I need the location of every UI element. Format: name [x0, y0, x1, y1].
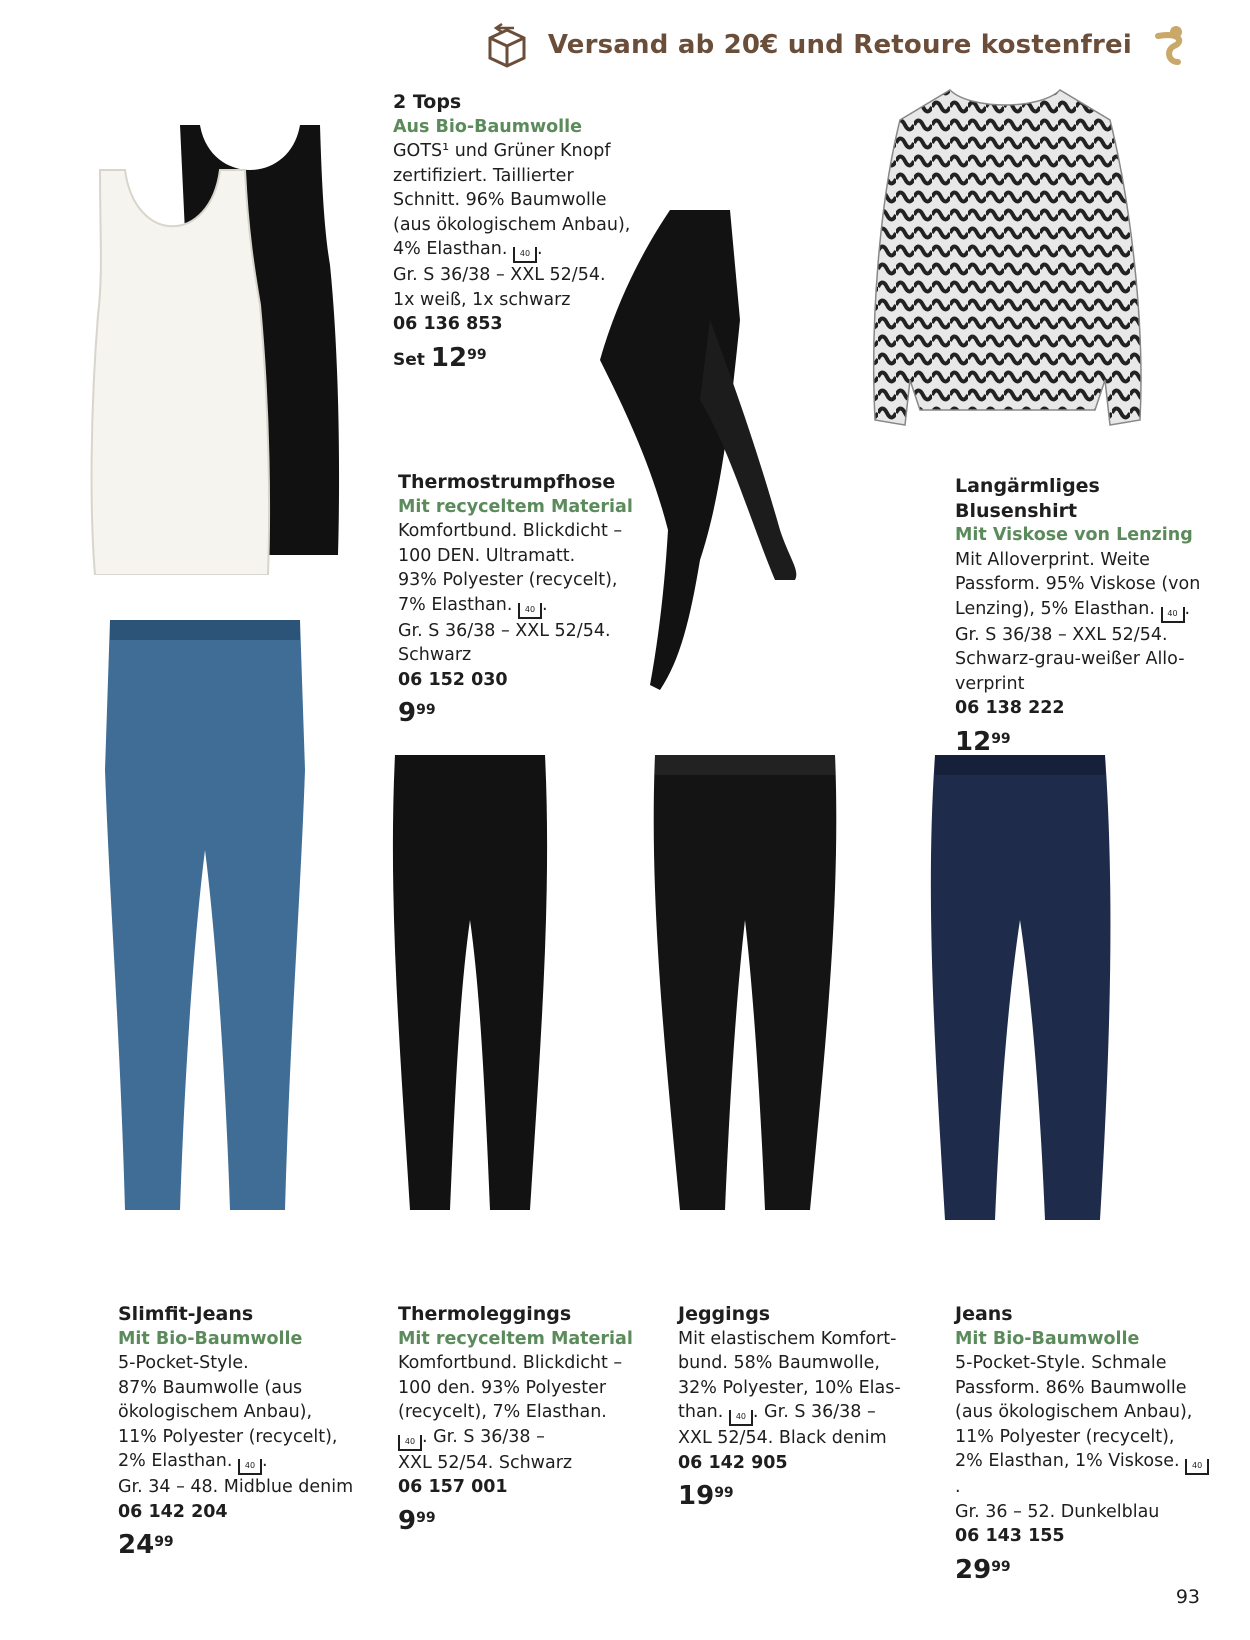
- article-number: 06 142 905: [678, 1452, 788, 1473]
- article-number: 06 157 001: [398, 1477, 508, 1497]
- wash-40-icon: 40: [518, 603, 542, 619]
- jeans-image: [920, 750, 1120, 1230]
- shipping-banner: [484, 22, 1190, 68]
- product-title: Slimfit-Jeans: [118, 1303, 254, 1325]
- blouse-image: [860, 80, 1150, 440]
- jeggings-image: [645, 750, 845, 1220]
- thermoleggings-image: [380, 750, 560, 1220]
- wash-40-icon: 40: [729, 1410, 753, 1426]
- product-description: Mit elastischem Komfort- bund. 58% Baumwolle, 32% Polyester, 10% Elas- than. 40 . Gr. S 36/38 – XXL 52/54. Black denim: [678, 1328, 901, 1448]
- package-icon: [484, 22, 530, 68]
- product-subtitle: Aus Bio-Baumwolle: [393, 116, 583, 137]
- slimfit-jeans-image: [100, 610, 310, 1230]
- price: $9^{99}$: [398, 697, 436, 728]
- product-blouse: [955, 474, 1205, 757]
- product-jeans: [955, 1302, 1210, 1585]
- wash-40-icon: 40: [1161, 607, 1185, 623]
- product-subtitle: Mit Bio-Baumwolle: [118, 1328, 303, 1349]
- price: $24^{99}$: [118, 1529, 174, 1560]
- product-title: Thermostrumpfhose: [398, 471, 616, 493]
- product-description: Komfortbund. Blickdicht – 100 DEN. Ultramatt. 93% Polyester (recycelt), 7% Elasthan. 40 . Gr. S 36/38 – XXL 52/54. Schwarz: [398, 521, 623, 665]
- product-subtitle: Mit recyceltem Material: [398, 496, 633, 517]
- page-number: 93: [1175, 1586, 1200, 1608]
- article-number: 06 136 853: [393, 314, 503, 334]
- product-jeggings: [678, 1302, 908, 1511]
- product-tops: [393, 90, 633, 373]
- product-title: Jeggings: [678, 1303, 771, 1325]
- wash-40-icon: 40: [398, 1435, 422, 1451]
- product-subtitle: Mit Viskose von Lenzing: [955, 525, 1193, 545]
- tops-image: [70, 115, 370, 575]
- article-number: 06 152 030: [398, 669, 508, 690]
- product-description: GOTS¹ und Grüner Knopf zertifiziert. Taillierter Schnitt. 96% Baumwolle (aus ökologischem Anbau), 4% Elasthan. 40 . Gr. S 36/38 – XXL 52/54. 1x weiß, 1x schwarz: [393, 141, 631, 310]
- product-description: Mit Alloverprint. Weite Passform. 95% Viskose (von Lenzing), 5% Elasthan. 40 . Gr. S 36/38 – XXL 52/54. Schwarz-grau-weißer Allo- verprint: [955, 549, 1201, 694]
- product-thermoleggings: [398, 1302, 648, 1536]
- tchibo-logo-icon: [1150, 22, 1190, 68]
- wash-40-icon: 40: [1185, 1459, 1209, 1475]
- banner-text: Versand ab 20€ und Retoure kostenfrei: [547, 30, 1132, 60]
- wash-40-icon: 40: [513, 247, 537, 263]
- product-slimfit-jeans: [118, 1302, 358, 1560]
- product-title: Jeans: [955, 1303, 1013, 1325]
- product-title: Thermoleggings: [398, 1303, 572, 1325]
- product-subtitle: Mit Bio-Baumwolle: [955, 1328, 1140, 1349]
- price: $29^{99}$: [955, 1554, 1011, 1585]
- price: $12^{99}$: [955, 726, 1011, 757]
- article-number: 06 142 204: [118, 1501, 228, 1522]
- price: $19^{99}$: [678, 1480, 734, 1511]
- article-number: 06 138 222: [955, 698, 1065, 718]
- product-tights: [398, 470, 643, 728]
- product-description: Komfortbund. Blickdicht – 100 den. 93% Polyester (recycelt), 7% Elasthan. 40 . Gr. S 36/38 – XXL 52/54. Schwarz: [398, 1353, 623, 1473]
- product-title: Langärmliges Blusenshirt: [955, 475, 1100, 522]
- price: $9^{99}$: [398, 1505, 436, 1536]
- wash-40-icon: 40: [238, 1459, 262, 1475]
- product-title: 2 Tops: [393, 91, 462, 113]
- product-description: 5-Pocket-Style. 87% Baumwolle (aus ökologischem Anbau), 11% Polyester (recycelt), 2% Elasthan. 40 . Gr. 34 – 48. Midblue denim: [118, 1353, 354, 1497]
- product-description: 5-Pocket-Style. Schmale Passform. 86% Baumwolle (aus ökologischem Anbau), 11% Polyester (recycelt), 2% Elasthan, 1% Viskose. 40. Gr. 36 – 52. Dunkelblau: [955, 1351, 1210, 1524]
- product-subtitle: Mit recyceltem Material: [398, 1328, 633, 1349]
- article-number: 06 143 155: [955, 1526, 1065, 1546]
- price: Set $12^{99}$: [393, 342, 487, 373]
